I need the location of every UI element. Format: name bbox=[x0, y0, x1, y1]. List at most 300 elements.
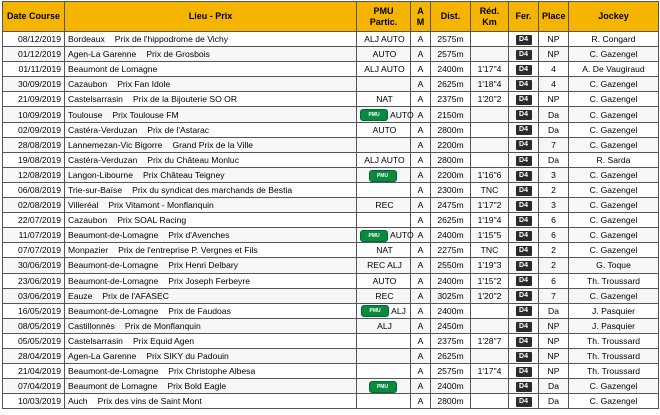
header-fer: Fer. bbox=[509, 2, 539, 32]
race-fer bbox=[509, 303, 539, 318]
race-prix: Grand Prix de la Ville bbox=[172, 139, 254, 150]
race-date: 05/05/2019 bbox=[3, 333, 65, 348]
table-row bbox=[3, 364, 659, 379]
race-am: A bbox=[411, 394, 431, 409]
race-am: A bbox=[411, 243, 431, 258]
race-place: NP bbox=[539, 364, 569, 379]
race-fer bbox=[509, 122, 539, 137]
race-lieu-prix bbox=[65, 213, 357, 228]
race-lieu: Beaumont-de-Lomagne bbox=[68, 275, 159, 286]
race-prix: Prix Fan Idole bbox=[117, 79, 171, 90]
race-date: 16/05/2019 bbox=[3, 303, 65, 318]
race-dist: 2800m bbox=[431, 394, 471, 409]
race-prix: Prix Bold Eagle bbox=[167, 381, 227, 392]
table-row bbox=[3, 167, 659, 182]
race-date: 23/06/2019 bbox=[3, 273, 65, 288]
race-place: NP bbox=[539, 333, 569, 348]
race-lieu: Castéra-Verduzan bbox=[68, 154, 138, 165]
race-dist: 2575m bbox=[431, 47, 471, 62]
shoeing-d4-icon: D4 bbox=[516, 140, 532, 150]
table-row bbox=[3, 182, 659, 197]
race-am: A bbox=[411, 137, 431, 152]
race-lieu: Villeréal bbox=[68, 200, 99, 211]
race-prix: Prix SOAL Racing bbox=[117, 215, 187, 226]
race-jockey: C. Gazengel bbox=[569, 198, 659, 213]
race-pmu bbox=[357, 213, 411, 228]
race-prix: Prix de Faudoas bbox=[168, 305, 231, 316]
shoeing-d4-icon: D4 bbox=[516, 35, 532, 45]
race-date: 10/09/2019 bbox=[3, 107, 65, 122]
race-fer bbox=[509, 318, 539, 333]
race-prix: Prix de Monflanquin bbox=[124, 320, 201, 331]
race-date: 21/04/2019 bbox=[3, 364, 65, 379]
pmu-logo-icon: PMU bbox=[360, 109, 388, 121]
race-lieu-prix bbox=[65, 107, 357, 122]
pmu-logo-icon: PMU bbox=[369, 170, 397, 182]
race-place: NP bbox=[539, 32, 569, 47]
race-am: A bbox=[411, 379, 431, 394]
race-am: A bbox=[411, 273, 431, 288]
race-lieu: Agen-La Garenne bbox=[68, 49, 137, 60]
race-red-km bbox=[471, 348, 509, 363]
race-pmu bbox=[357, 394, 411, 409]
race-dist: 2275m bbox=[431, 243, 471, 258]
table-row bbox=[3, 32, 659, 47]
race-dist: 2400m bbox=[431, 273, 471, 288]
race-lieu: Langon-Libourne bbox=[68, 169, 133, 180]
race-prix: Prix du syndicat des marchands de Bestia bbox=[132, 184, 293, 195]
race-fer bbox=[509, 47, 539, 62]
race-prix: Prix de Grosbois bbox=[146, 49, 210, 60]
race-dist: 2475m bbox=[431, 198, 471, 213]
race-pmu-partic: AUTO bbox=[390, 230, 414, 241]
header-am: A M bbox=[411, 2, 431, 32]
race-pmu bbox=[357, 122, 411, 137]
race-prix: Prix de l'hippodrome de Vichy bbox=[114, 34, 229, 45]
race-red-km: 1'18"4 bbox=[471, 77, 509, 92]
race-fer bbox=[509, 333, 539, 348]
shoeing-d4-icon: D4 bbox=[516, 95, 532, 105]
race-red-km: TNC bbox=[471, 182, 509, 197]
race-date: 01/11/2019 bbox=[3, 62, 65, 77]
race-place: NP bbox=[539, 318, 569, 333]
race-date: 01/12/2019 bbox=[3, 47, 65, 62]
race-pmu bbox=[357, 273, 411, 288]
race-red-km bbox=[471, 303, 509, 318]
race-jockey: C. Gazengel bbox=[569, 47, 659, 62]
race-fer bbox=[509, 107, 539, 122]
race-place: 4 bbox=[539, 62, 569, 77]
race-fer bbox=[509, 213, 539, 228]
table-row bbox=[3, 394, 659, 409]
race-dist: 2450m bbox=[431, 318, 471, 333]
race-dist: 2625m bbox=[431, 348, 471, 363]
race-fer bbox=[509, 77, 539, 92]
race-lieu-prix bbox=[65, 333, 357, 348]
header-lieu-prix: Lieu - Prix bbox=[65, 2, 357, 32]
race-pmu bbox=[357, 152, 411, 167]
shoeing-d4-icon: D4 bbox=[516, 171, 532, 181]
race-fer bbox=[509, 364, 539, 379]
race-jockey: C. Gazengel bbox=[569, 243, 659, 258]
race-prix: Prix du Château Monluc bbox=[147, 154, 239, 165]
race-lieu-prix bbox=[65, 198, 357, 213]
race-pmu bbox=[357, 182, 411, 197]
race-place: Da bbox=[539, 122, 569, 137]
race-am: A bbox=[411, 122, 431, 137]
race-am: A bbox=[411, 333, 431, 348]
race-jockey: Th. Troussard bbox=[569, 333, 659, 348]
pmu-logo-icon: PMU bbox=[369, 381, 397, 393]
race-red-km bbox=[471, 318, 509, 333]
race-prix: Prix Equid Agen bbox=[132, 335, 195, 346]
race-pmu bbox=[357, 62, 411, 77]
race-place: 3 bbox=[539, 167, 569, 182]
race-prix: Prix SIKY du Padouin bbox=[146, 351, 229, 362]
race-lieu: Castéra-Verduzan bbox=[68, 124, 138, 135]
race-pmu bbox=[357, 92, 411, 107]
race-fer bbox=[509, 394, 539, 409]
race-red-km: 1'19"3 bbox=[471, 258, 509, 273]
race-fer bbox=[509, 288, 539, 303]
race-place: 2 bbox=[539, 182, 569, 197]
race-lieu-prix bbox=[65, 288, 357, 303]
race-pmu-partic: AUTO bbox=[372, 275, 397, 286]
race-lieu: Beaumont-de-Lomagne bbox=[68, 260, 159, 271]
race-place: Da bbox=[539, 107, 569, 122]
shoeing-d4-icon: D4 bbox=[516, 201, 532, 211]
race-place: 6 bbox=[539, 228, 569, 243]
race-am: A bbox=[411, 152, 431, 167]
race-lieu: Trie-sur-Baïse bbox=[68, 184, 123, 195]
race-jockey: C. Gazengel bbox=[569, 288, 659, 303]
race-date: 11/07/2019 bbox=[3, 228, 65, 243]
race-am: A bbox=[411, 303, 431, 318]
race-pmu bbox=[357, 379, 411, 394]
race-lieu: Auch bbox=[68, 396, 88, 407]
race-dist: 2375m bbox=[431, 92, 471, 107]
race-lieu-prix bbox=[65, 273, 357, 288]
race-pmu-partic: AUTO bbox=[372, 49, 397, 60]
table-row bbox=[3, 348, 659, 363]
race-red-km bbox=[471, 152, 509, 167]
race-pmu bbox=[357, 333, 411, 348]
race-lieu-prix bbox=[65, 47, 357, 62]
race-prix: Prix de l'AFASEC bbox=[102, 290, 169, 301]
shoeing-d4-icon: D4 bbox=[516, 80, 532, 90]
race-pmu-partic: ALJ bbox=[391, 305, 406, 316]
shoeing-d4-icon: D4 bbox=[516, 50, 532, 60]
header-red-km: Réd. Km bbox=[471, 2, 509, 32]
race-lieu-prix bbox=[65, 92, 357, 107]
race-dist: 3025m bbox=[431, 288, 471, 303]
race-dist: 2400m bbox=[431, 303, 471, 318]
race-pmu-partic: ALJ AUTO bbox=[364, 64, 405, 75]
race-jockey: C. Gazengel bbox=[569, 379, 659, 394]
race-fer bbox=[509, 228, 539, 243]
race-lieu: Beaumont-de-Lomagne bbox=[68, 305, 159, 316]
race-dist: 2200m bbox=[431, 137, 471, 152]
race-am: A bbox=[411, 77, 431, 92]
race-place: 7 bbox=[539, 137, 569, 152]
race-lieu: Castillonnès bbox=[68, 320, 115, 331]
race-lieu-prix bbox=[65, 182, 357, 197]
race-prix: Prix Château Teigney bbox=[143, 169, 225, 180]
race-jockey: G. Toque bbox=[569, 258, 659, 273]
race-pmu-partic: ALJ bbox=[377, 320, 392, 331]
race-pmu bbox=[357, 77, 411, 92]
race-red-km: 1'19"4 bbox=[471, 213, 509, 228]
race-dist: 2575m bbox=[431, 32, 471, 47]
table-row bbox=[3, 137, 659, 152]
race-jockey: J. Pasquier bbox=[569, 303, 659, 318]
race-red-km: 1'17"4 bbox=[471, 364, 509, 379]
race-red-km bbox=[471, 32, 509, 47]
shoeing-d4-icon: D4 bbox=[516, 65, 532, 75]
race-pmu bbox=[357, 303, 411, 318]
race-pmu bbox=[357, 243, 411, 258]
race-am: A bbox=[411, 92, 431, 107]
race-jockey: C. Gazengel bbox=[569, 77, 659, 92]
race-am: A bbox=[411, 47, 431, 62]
table-row bbox=[3, 213, 659, 228]
race-red-km bbox=[471, 137, 509, 152]
race-lieu-prix bbox=[65, 394, 357, 409]
race-lieu-prix bbox=[65, 32, 357, 47]
shoeing-d4-icon: D4 bbox=[516, 337, 532, 347]
race-date: 22/07/2019 bbox=[3, 213, 65, 228]
shoeing-d4-icon: D4 bbox=[516, 382, 532, 392]
race-pmu bbox=[357, 348, 411, 363]
race-lieu: Lannemezan-Vic Bigorre bbox=[68, 139, 163, 150]
race-prix: Prix Christophe Albesa bbox=[168, 366, 256, 377]
shoeing-d4-icon: D4 bbox=[516, 397, 532, 407]
race-am: A bbox=[411, 318, 431, 333]
race-prix: Prix Henri Delbary bbox=[168, 260, 239, 271]
race-pmu bbox=[357, 228, 414, 243]
race-place: 6 bbox=[539, 273, 569, 288]
table-row bbox=[3, 303, 659, 318]
race-dist: 2625m bbox=[431, 213, 471, 228]
race-pmu-partic: NAT bbox=[376, 94, 393, 105]
race-jockey: A. De Vaugiraud bbox=[569, 62, 659, 77]
race-pmu bbox=[357, 288, 411, 303]
race-lieu-prix bbox=[65, 228, 357, 243]
race-fer bbox=[509, 182, 539, 197]
race-date: 08/05/2019 bbox=[3, 318, 65, 333]
pmu-logo-icon: PMU bbox=[360, 230, 388, 242]
race-prix: Prix Toulouse FM bbox=[112, 109, 179, 120]
race-pmu bbox=[357, 364, 411, 379]
race-date: 03/06/2019 bbox=[3, 288, 65, 303]
race-place: Da bbox=[539, 152, 569, 167]
race-lieu: Cazaubon bbox=[68, 215, 108, 226]
race-prix: Prix Vitamont - Monflanquin bbox=[108, 200, 214, 211]
race-pmu-partic: AUTO bbox=[390, 109, 414, 120]
table-row bbox=[3, 318, 659, 333]
race-red-km: 1'28"7 bbox=[471, 333, 509, 348]
race-lieu: Cazaubon bbox=[68, 79, 108, 90]
race-pmu bbox=[357, 107, 414, 122]
race-dist: 2400m bbox=[431, 379, 471, 394]
race-jockey: C. Gazengel bbox=[569, 182, 659, 197]
table-row bbox=[3, 288, 659, 303]
shoeing-d4-icon: D4 bbox=[516, 125, 532, 135]
race-lieu-prix bbox=[65, 167, 357, 182]
shoeing-d4-icon: D4 bbox=[516, 291, 532, 301]
race-red-km: TNC bbox=[471, 243, 509, 258]
race-lieu: Monpazier bbox=[68, 245, 109, 256]
table-row bbox=[3, 333, 659, 348]
race-am: A bbox=[411, 32, 431, 47]
race-lieu-prix bbox=[65, 77, 357, 92]
race-lieu: Castelsarrasin bbox=[68, 94, 123, 105]
race-prix: Prix de l'Astarac bbox=[147, 124, 210, 135]
shoeing-d4-icon: D4 bbox=[516, 367, 532, 377]
race-date: 02/08/2019 bbox=[3, 198, 65, 213]
race-pmu-partic: REC ALJ bbox=[367, 260, 402, 271]
header-jockey: Jockey bbox=[569, 2, 659, 32]
race-date: 07/04/2019 bbox=[3, 379, 65, 394]
race-red-km bbox=[471, 394, 509, 409]
race-place: 2 bbox=[539, 258, 569, 273]
race-am: A bbox=[411, 167, 431, 182]
shoeing-d4-icon: D4 bbox=[516, 216, 532, 226]
race-red-km: 1'16"6 bbox=[471, 167, 509, 182]
shoeing-d4-icon: D4 bbox=[516, 276, 532, 286]
race-fer bbox=[509, 348, 539, 363]
race-lieu: Beaumont-de-Lomagne bbox=[68, 366, 159, 377]
race-am: A bbox=[411, 288, 431, 303]
race-am: A bbox=[411, 62, 431, 77]
shoeing-d4-icon: D4 bbox=[516, 156, 532, 166]
race-dist: 2550m bbox=[431, 258, 471, 273]
race-am: A bbox=[411, 348, 431, 363]
race-pmu bbox=[357, 167, 411, 182]
race-fer bbox=[509, 152, 539, 167]
table-row bbox=[3, 379, 659, 394]
race-jockey: C. Gazengel bbox=[569, 122, 659, 137]
shoeing-d4-icon: D4 bbox=[516, 186, 532, 196]
race-lieu-prix bbox=[65, 137, 357, 152]
race-date: 30/06/2019 bbox=[3, 258, 65, 273]
race-lieu-prix bbox=[65, 364, 357, 379]
race-lieu: Toulouse bbox=[68, 109, 103, 120]
table-row bbox=[3, 258, 659, 273]
race-prix: Prix d'Avenches bbox=[168, 230, 230, 241]
race-place: 7 bbox=[539, 288, 569, 303]
race-prix: Prix Joseph Ferbeyre bbox=[168, 275, 250, 286]
shoeing-d4-icon: D4 bbox=[516, 246, 532, 256]
race-pmu-partic: NAT bbox=[376, 245, 393, 256]
race-jockey: C. Gazengel bbox=[569, 394, 659, 409]
race-fer bbox=[509, 258, 539, 273]
race-jockey: C. Gazengel bbox=[569, 137, 659, 152]
table-row bbox=[3, 243, 659, 258]
header-pmu: PMU Partic. bbox=[357, 2, 411, 32]
race-red-km: 1'20"2 bbox=[471, 288, 509, 303]
race-place: 4 bbox=[539, 77, 569, 92]
race-dist: 2625m bbox=[431, 77, 471, 92]
race-am: A bbox=[411, 107, 431, 122]
race-lieu-prix bbox=[65, 243, 357, 258]
race-pmu bbox=[357, 47, 411, 62]
race-am: A bbox=[411, 182, 431, 197]
race-dist: 2575m bbox=[431, 364, 471, 379]
table-row bbox=[3, 273, 659, 288]
race-jockey: C. Gazengel bbox=[569, 92, 659, 107]
race-fer bbox=[509, 243, 539, 258]
race-prix: Prix des vins de Saint Mont bbox=[97, 396, 202, 407]
race-date: 30/09/2019 bbox=[3, 77, 65, 92]
race-date: 12/08/2019 bbox=[3, 167, 65, 182]
race-date: 07/07/2019 bbox=[3, 243, 65, 258]
race-place: Da bbox=[539, 394, 569, 409]
race-date: 28/04/2019 bbox=[3, 348, 65, 363]
header-dist: Dist. bbox=[431, 2, 471, 32]
race-red-km: 1'17"2 bbox=[471, 198, 509, 213]
race-dist: 2400m bbox=[431, 228, 471, 243]
shoeing-d4-icon: D4 bbox=[516, 261, 532, 271]
race-fer bbox=[509, 32, 539, 47]
table-row bbox=[3, 228, 659, 243]
race-date: 02/09/2019 bbox=[3, 122, 65, 137]
race-jockey: Th. Troussard bbox=[569, 273, 659, 288]
race-red-km bbox=[471, 122, 509, 137]
race-place: NP bbox=[539, 348, 569, 363]
race-lieu: Castelsarrasin bbox=[68, 335, 123, 346]
race-dist: 2400m bbox=[431, 62, 471, 77]
race-jockey: J. Pasquier bbox=[569, 318, 659, 333]
race-am: A bbox=[411, 198, 431, 213]
race-lieu: Eauze bbox=[68, 290, 93, 301]
shoeing-d4-icon: D4 bbox=[516, 322, 532, 332]
race-lieu: Beaumont de Lomagne bbox=[68, 64, 158, 75]
race-pmu bbox=[357, 32, 411, 47]
shoeing-d4-icon: D4 bbox=[516, 110, 532, 120]
race-jockey: C. Gazengel bbox=[569, 213, 659, 228]
race-place: 6 bbox=[539, 213, 569, 228]
shoeing-d4-icon: D4 bbox=[516, 306, 532, 316]
race-pmu bbox=[357, 198, 411, 213]
shoeing-d4-icon: D4 bbox=[516, 352, 532, 362]
race-am: A bbox=[411, 364, 431, 379]
race-lieu: Beaumont-de-Lomagne bbox=[68, 230, 159, 241]
race-lieu-prix bbox=[65, 348, 357, 363]
race-dist: 2800m bbox=[431, 152, 471, 167]
race-dist: 2150m bbox=[431, 107, 471, 122]
race-place: NP bbox=[539, 92, 569, 107]
race-dist: 2300m bbox=[431, 182, 471, 197]
race-red-km bbox=[471, 379, 509, 394]
race-fer bbox=[509, 62, 539, 77]
race-pmu bbox=[357, 318, 411, 333]
race-fer bbox=[509, 198, 539, 213]
race-prix: Prix de la Bijouterie SO OR bbox=[132, 94, 238, 105]
race-red-km bbox=[471, 47, 509, 62]
race-prix: Prix de l'entreprise P. Vergnes et Fils bbox=[118, 245, 258, 256]
table-row bbox=[3, 122, 659, 137]
race-place: NP bbox=[539, 47, 569, 62]
race-lieu-prix bbox=[65, 318, 357, 333]
race-lieu-prix bbox=[65, 62, 357, 77]
race-lieu-prix bbox=[65, 122, 357, 137]
table-row bbox=[3, 107, 659, 122]
race-dist: 2375m bbox=[431, 333, 471, 348]
race-place: 2 bbox=[539, 243, 569, 258]
table-row bbox=[3, 77, 659, 92]
race-date: 28/08/2019 bbox=[3, 137, 65, 152]
